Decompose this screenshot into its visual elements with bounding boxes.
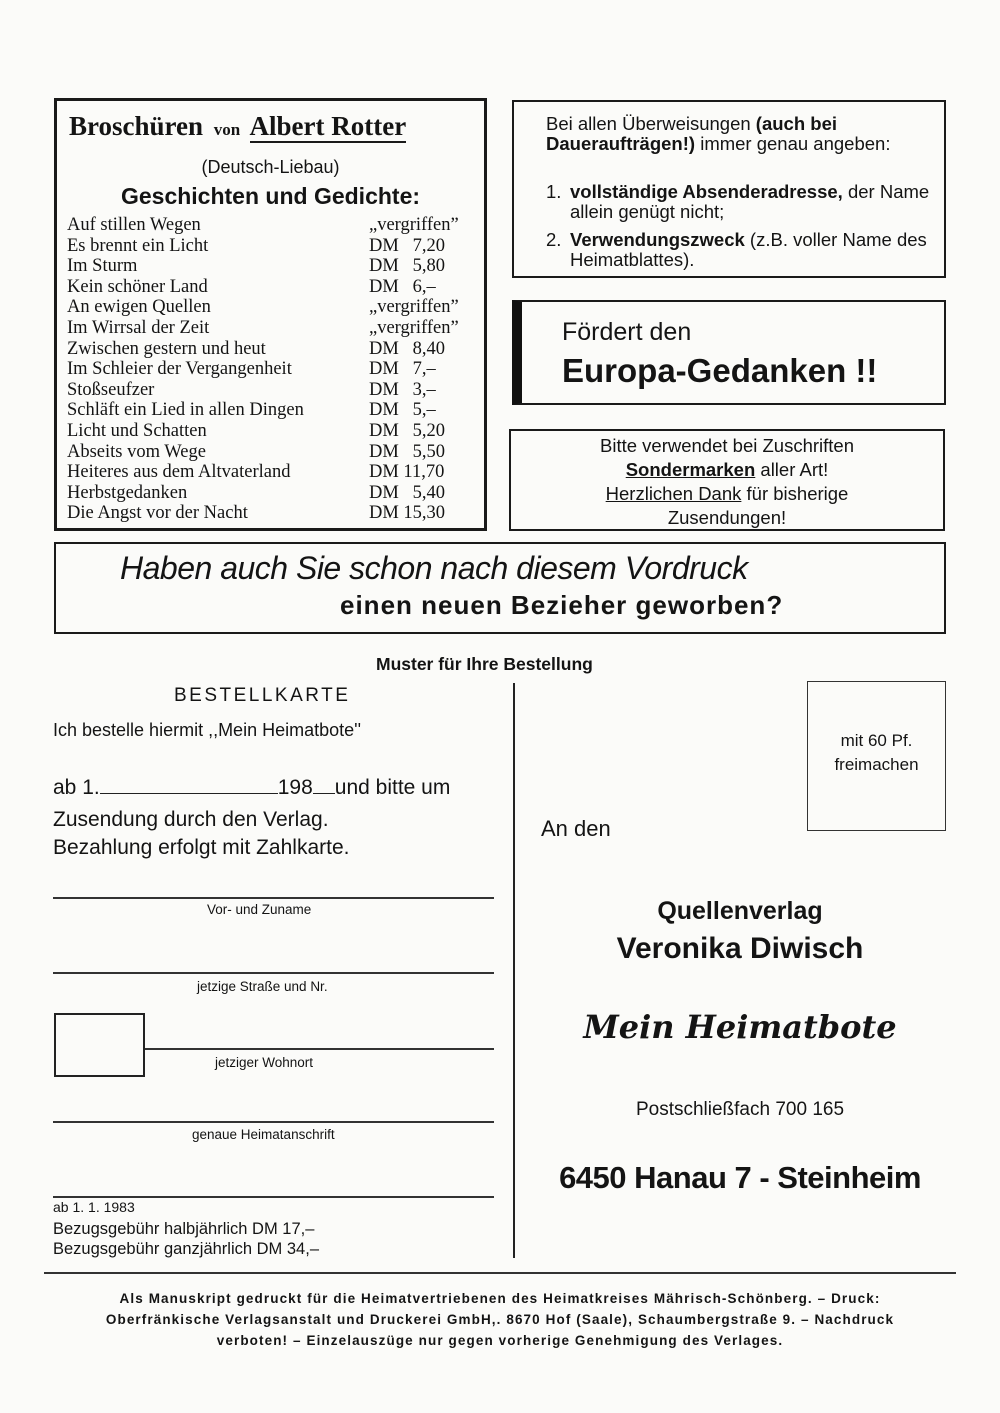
recipient-prefix: An den xyxy=(541,816,611,841)
stamps-line2: Sondermarken aller Art! xyxy=(625,459,829,480)
order-card-title: BESTELLKARTE xyxy=(174,685,351,706)
month-blank[interactable] xyxy=(100,789,278,794)
book-title: Herbstgedanken xyxy=(67,482,188,503)
stamps-line4: Zusendungen! xyxy=(667,507,787,528)
book-title: Abseits vom Wege xyxy=(67,441,206,462)
magazine-title: Mein Heimatbote xyxy=(583,1008,897,1046)
book-item xyxy=(67,256,482,277)
book-price: DM 6,– xyxy=(369,276,436,297)
postal-city: 6450 Hanau 7 - Steinheim xyxy=(559,1160,921,1195)
book-title: Im Wirrsal der Zeit xyxy=(67,317,210,338)
book-title: An ewigen Quellen xyxy=(67,297,211,318)
transfer-list xyxy=(546,182,936,278)
book-item xyxy=(67,380,482,401)
street-field[interactable] xyxy=(53,972,494,974)
book-price: DM 8,40 xyxy=(369,338,446,359)
name-field[interactable] xyxy=(53,897,494,899)
book-price: DM 5,50 xyxy=(369,441,446,462)
book-title: Im Schleier der Vergangenheit xyxy=(67,359,292,380)
book-item xyxy=(67,318,482,339)
valid-from: ab 1. 1. 1983 xyxy=(53,1199,135,1215)
street-field-label: jetzige Straße und Nr. xyxy=(197,979,328,994)
stamps-notice-box xyxy=(509,429,945,531)
europa-box xyxy=(512,300,946,405)
year-blank[interactable] xyxy=(313,789,335,794)
book-title: Heiteres aus dem Altvaterland xyxy=(67,462,291,483)
stamps-line1: Bitte verwendet bei Zuschriften xyxy=(600,435,854,456)
checkbox-field[interactable] xyxy=(54,1013,145,1077)
card-divider xyxy=(513,683,515,1258)
book-title: Kein schöner Land xyxy=(67,276,208,297)
book-price: DM 3,– xyxy=(369,379,436,400)
book-item xyxy=(67,339,482,360)
brochures-title xyxy=(69,111,406,142)
subscriber-banner xyxy=(54,542,946,634)
footer-imprint: Als Manuskript gedruckt für die Heimatvertriebenen des Heimatkreises Mährisch-Schönberg. – Druck: Oberfränkische Verlagsanstalt und Druckerei GmbH,. 8670 Hof (Saale), Schaumbergstraße 9. – Nachdruck verboten! – Einzelauszüge nur gegen vorherige Genehmigung des Verlages. xyxy=(105,1291,895,1348)
city-field[interactable] xyxy=(145,1048,494,1050)
book-item xyxy=(67,400,482,421)
book-item xyxy=(67,277,482,298)
footer-divider xyxy=(44,1272,956,1274)
book-title: Zwischen gestern und heut xyxy=(67,338,266,359)
postage-text: mit 60 Pf. freimachen xyxy=(834,731,919,774)
europa-line2: Europa-Gedanken !! xyxy=(562,352,878,389)
order-statement: Ich bestelle hiermit ,,Mein Heimatbote'' xyxy=(53,720,362,740)
book-item xyxy=(67,462,482,483)
brochures-heading: Geschichten und Gedichte: xyxy=(120,183,421,209)
stamps-line3: Herzlichen Dank für bisherige xyxy=(605,483,849,504)
start-date-line: ab 1. 198 und bitte um xyxy=(53,776,451,799)
europa-line1: Fördert den xyxy=(562,318,692,346)
book-item xyxy=(67,442,482,463)
transfer-intro: Bei allen Überweisungen (auch bei Daueraufträgen!) immer genau angeben: xyxy=(546,113,891,154)
author-origin: (Deutsch-Liebau) xyxy=(201,157,340,177)
brochure-list-box xyxy=(54,98,487,531)
book-item xyxy=(67,421,482,442)
book-price: DM 7,– xyxy=(369,359,436,380)
book-price: DM 7,20 xyxy=(369,235,446,256)
book-item xyxy=(67,503,482,524)
book-price: „vergriffen” xyxy=(369,215,459,235)
home-address-label: genaue Heimatanschrift xyxy=(192,1127,335,1142)
book-title: Im Sturm xyxy=(67,256,138,277)
book-price: „vergriffen” xyxy=(369,297,459,318)
book-price: DM 5,– xyxy=(369,400,436,421)
book-price: DM 15,30 xyxy=(369,503,446,524)
sample-order-heading: Muster für Ihre Bestellung xyxy=(376,654,593,674)
book-title: Schläft ein Lied in allen Dingen xyxy=(67,400,304,421)
title-brochures: Broschüren xyxy=(69,111,204,141)
name-field-label: Vor- und Zuname xyxy=(207,902,312,917)
subscription-fees: Bezugsgebühr halbjährlich DM 17,– Bezugsgebühr ganzjährlich DM 34,– xyxy=(53,1220,319,1258)
transfer-instructions-box xyxy=(512,100,946,278)
book-item xyxy=(67,359,482,380)
list-item: 2. Verwendungszweck (z.B. voller Name des Heimatblattes). xyxy=(546,229,927,270)
book-item xyxy=(67,215,482,236)
book-title: Es brennt ein Licht xyxy=(67,235,209,256)
book-item xyxy=(67,236,482,257)
delivery-text: Zusendung durch den Verlag. Bezahlung erfolgt mit Zahlkarte. xyxy=(53,808,350,859)
book-price: DM 5,80 xyxy=(369,256,446,277)
book-item xyxy=(67,297,482,318)
list-item: 1. vollständige Absenderadresse, der Name allein genügt nicht; xyxy=(546,181,930,222)
publisher-name: Quellenverlag Veronika Diwisch xyxy=(616,897,864,965)
book-price: DM 11,70 xyxy=(369,462,445,483)
book-title: Auf stillen Wegen xyxy=(67,215,201,235)
banner-line2: einen neuen Bezieher geworben? xyxy=(340,590,784,620)
po-box: Postschließfach 700 165 xyxy=(635,1099,845,1120)
book-title: Die Angst vor der Nacht xyxy=(67,503,248,524)
title-von: von xyxy=(213,120,241,139)
extra-field[interactable] xyxy=(53,1196,494,1198)
book-price: „vergriffen” xyxy=(369,317,459,338)
banner-line1: Haben auch Sie schon nach diesem Vordruck xyxy=(120,550,748,586)
book-title: Licht und Schatten xyxy=(67,420,207,441)
book-price: DM 5,20 xyxy=(369,420,446,441)
home-address-field[interactable] xyxy=(53,1121,494,1123)
author-name: Albert Rotter xyxy=(249,111,407,141)
book-title: Stoßseufzer xyxy=(67,379,155,400)
book-list xyxy=(67,215,482,524)
city-field-label: jetziger Wohnort xyxy=(215,1055,314,1070)
book-item xyxy=(67,483,482,504)
book-price: DM 5,40 xyxy=(369,482,446,503)
